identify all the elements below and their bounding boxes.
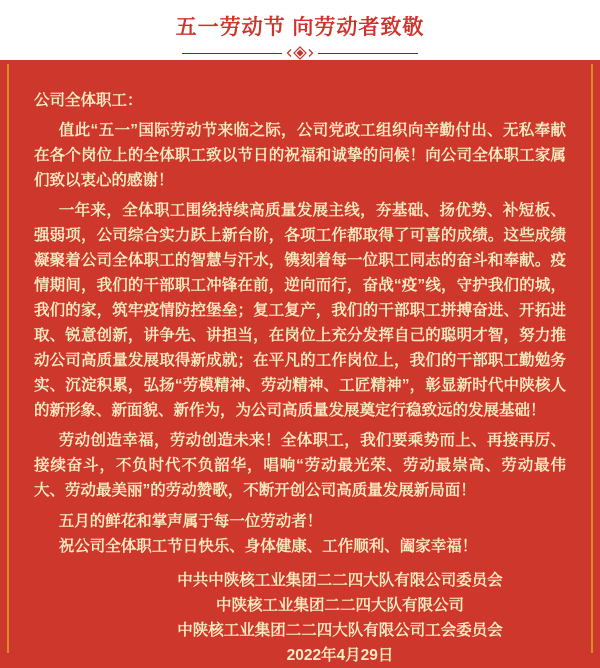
wish-line: 五月的鲜花和掌声属于每一位劳动者！ (58, 513, 323, 530)
signature-date: 2022年4月29日 (286, 647, 394, 664)
page-title: 五一劳动节 向劳动者致敬 (175, 16, 425, 39)
signature-org: 中陕核工业集团二二四大队有限公司工会委员会 (177, 622, 503, 639)
divider-line-right (318, 53, 418, 54)
diamond-ornament-icon (282, 46, 318, 60)
title-divider (182, 46, 418, 60)
paragraph-greeting: 值此“五一”国际劳动节来临之际，公司党政工组织向辛勤付出、无私奉献在各个岗位上的全体职工致以节日的祝福和诚挚的问候！向公司全体职工家属们致以衷心的感谢！ (34, 122, 566, 189)
signature-org: 中陕核工业集团二二四大队有限公司 (215, 597, 464, 614)
wishes-block (34, 509, 566, 559)
wish-line: 祝公司全体职工节日快乐、身体健康、工作顺利、阖家幸福！ (58, 538, 478, 555)
paragraph-review: 一年来，全体职工围绕持续高质量发展主线，夯基础、扬优势、补短板、强弱项，公司综合实力跃上新台阶，各项工作都取得了可喜的成绩。这些成绩凝聚着公司全体职工的智慧与汗水，镌刻着每一位职工同志的奋斗和奉献。疫情期间，我们的干部职工冲锋在前，逆向而行，奋战“疫”线，守护我们的城，我们的家，筑牢疫情防控堡垒；复工复产，我们的干部职工拼搏奋进、开拓进取、锐意创新，讲争先、讲担当，在岗位上充分发挥自己的聪明才智，努力推动公司高质量发展取得新成就；在平凡的工作岗位上，我们的干部职工勤勉务实、沉淀积累，弘扬“劳模精神、劳动精神、工匠精神”，彰显新时代中陕核人的新形象、新面貌、新作为，为公司高质量发展奠定行稳致远的发展基础！ (34, 202, 566, 419)
page-header (0, 0, 600, 60)
signature-block (34, 568, 566, 668)
paragraph-call-to-action: 劳动创造幸福，劳动创造未来！全体职工，我们要乘势而上、再接再厉、接续奋斗，不负时代不负韶华，唱响“劳动最光荣、劳动最崇高、劳动最伟大、劳动最美丽”的劳动赞歌，不断开创公司高质量发展新局面！ (34, 432, 566, 499)
divider-line-left (182, 53, 282, 54)
signature-org: 中共中陕核工业集团二二四大队有限公司委员会 (177, 572, 503, 589)
salutation: 公司全体职工： (34, 92, 143, 109)
letter-content (0, 60, 600, 668)
letter-body (0, 60, 600, 668)
